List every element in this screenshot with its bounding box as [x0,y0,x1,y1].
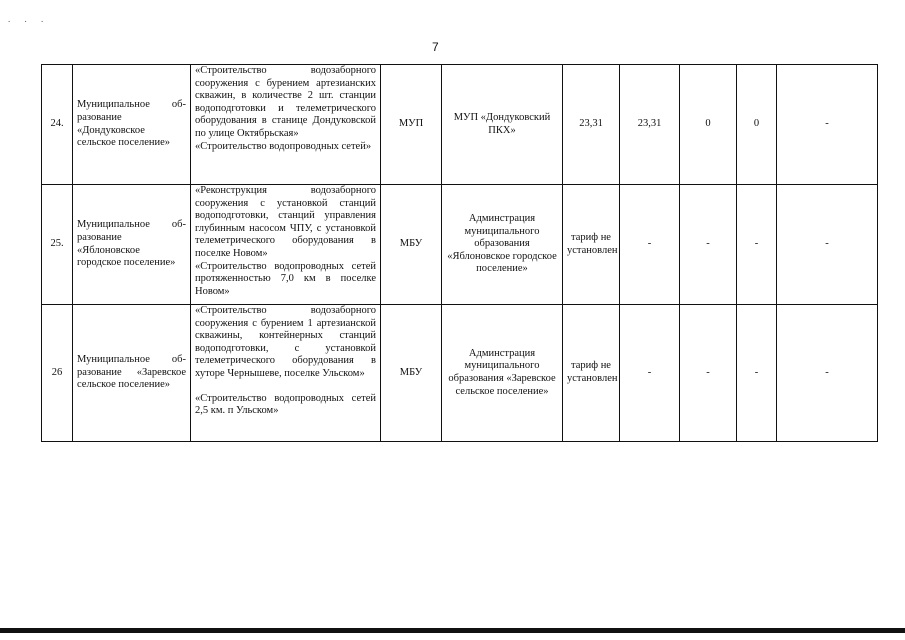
row-number: 25. [42,185,73,305]
page-number: 7 [432,40,439,54]
org-type-cell: МУП [381,65,442,185]
value-cell: - [737,305,777,442]
project-description-cell [191,305,381,442]
organization-cell: Админстрация муниципального образования «Заревское сельское поселение» [442,305,563,442]
value-cell: - [777,185,878,305]
value-cell: - [680,305,737,442]
project-item: «Строительство водозаборного сооружения с бурением артезианских скважин, в количестве 2 шт. станции водоподготовки и телеметрического оборудования в станице Дондуковской по улице Октябрьская» [195,65,376,139]
org-type-cell: МБУ [381,185,442,305]
project-item: «Строительство водопроводных сетей 2,5 км. п Ульском» [195,392,376,417]
project-description-cell [191,65,381,185]
value-cell: - [620,305,680,442]
tariff-cell: тариф не установлен [563,305,620,442]
table-row [42,65,878,185]
table-row [42,185,878,305]
project-item: «Строительство водозаборного сооружения с бурением 1 артезианской скважины, контейнерных станций водоподготовки, с установкой телеметрического оборудования в хуторе Чернышеве, поселке Ульском» [195,305,376,379]
project-description-cell [191,185,381,305]
program-table [41,64,878,442]
scan-specks: . . . [8,14,50,24]
table-row [42,305,878,442]
value-cell: - [777,65,878,185]
project-item: «Строительство водопроводных сетей» [195,140,372,152]
row-number: 26 [42,305,73,442]
value-cell: 0 [680,65,737,185]
value-cell: - [620,185,680,305]
value-cell: - [680,185,737,305]
project-item: «Реконструкция водозаборного сооружения с установкой станций водоподготовки, станций управления глубинным насосом ЧПУ, с установкой телеметрического оборудования в поселке Новом» [195,185,376,259]
value-cell: 0 [737,65,777,185]
tariff-cell: тариф не установлен [563,185,620,305]
org-type-cell: МБУ [381,305,442,442]
organization-cell: Админстрация муниципального образования «Яблоновское городское поселение» [442,185,563,305]
tariff-cell: 23,31 [563,65,620,185]
municipality-cell: Муниципальное об-разование «Яблоновское городское поселение» [73,185,191,305]
value-cell: - [777,305,878,442]
value-cell: 23,31 [620,65,680,185]
municipality-cell: Муниципальное об-разование «Заревское сельское поселение» [73,305,191,442]
scan-bottom-edge [0,628,905,633]
organization-cell: МУП «Дондуковский ПКХ» [442,65,563,185]
value-cell: - [737,185,777,305]
project-item: «Строительство водопроводных сетей протяженностью 7,0 км в поселке Новом» [195,260,376,297]
row-number: 24. [42,65,73,185]
municipality-cell: Муниципальное об-разование «Дондуковское сельское поселение» [73,65,191,185]
